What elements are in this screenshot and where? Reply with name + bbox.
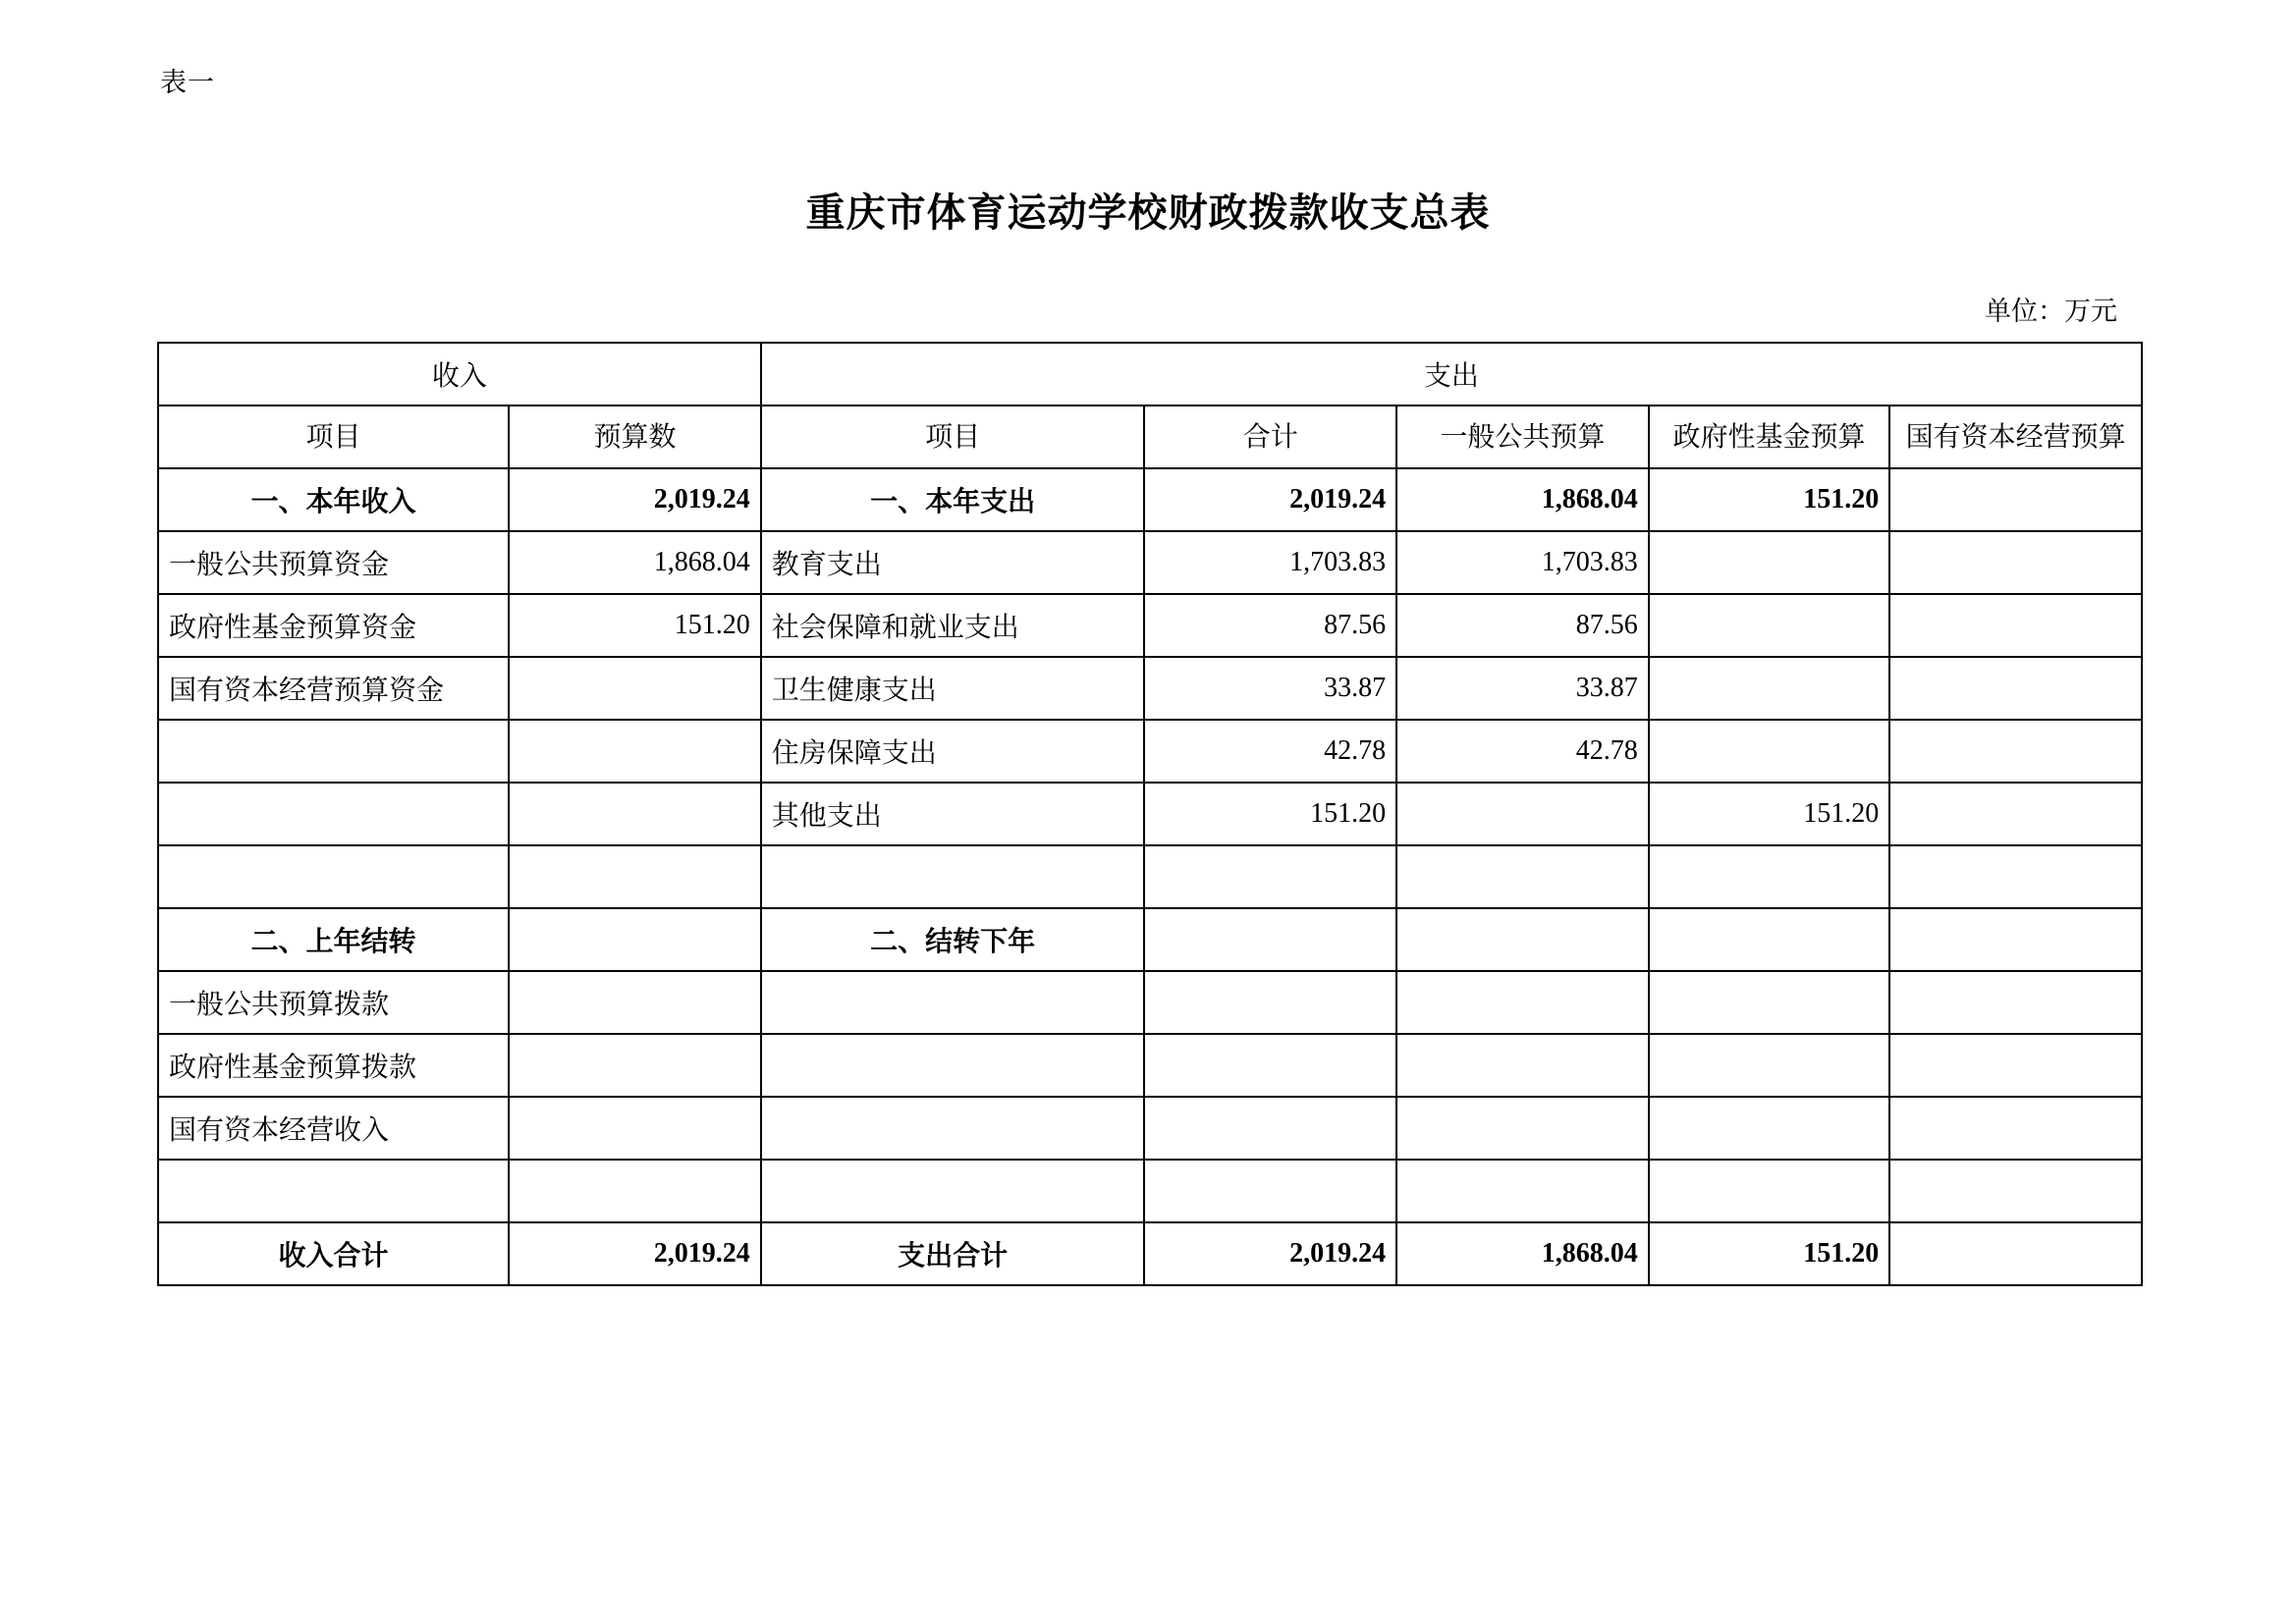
cell-general-public-budget (1396, 1160, 1649, 1222)
table-row (158, 720, 2142, 783)
cell-gov-fund-budget (1649, 594, 1890, 657)
table-row (158, 783, 2142, 845)
cell-expense-item: 一、本年支出 (761, 468, 1145, 531)
cell-expense-total (1144, 971, 1396, 1034)
cell-expense-total (1144, 845, 1396, 908)
table-row (158, 845, 2142, 908)
cell-state-capital-budget (1889, 1160, 2142, 1222)
cell-gov-fund-budget (1649, 971, 1890, 1034)
cell-expense-total (1144, 1097, 1396, 1160)
cell-expense-total: 42.78 (1144, 720, 1396, 783)
table-row (158, 908, 2142, 971)
table-column-header-row (158, 406, 2142, 468)
cell-income-budget (509, 720, 761, 783)
cell-income-item: 收入合计 (158, 1222, 509, 1285)
cell-income-item: 一般公共预算拨款 (158, 971, 509, 1034)
cell-gov-fund-budget (1649, 657, 1890, 720)
cell-state-capital-budget (1889, 531, 2142, 594)
cell-expense-item (761, 971, 1145, 1034)
cell-income-budget (509, 657, 761, 720)
cell-gov-fund-budget (1649, 908, 1890, 971)
cell-state-capital-budget (1889, 783, 2142, 845)
cell-income-budget: 2,019.24 (509, 1222, 761, 1285)
cell-general-public-budget: 33.87 (1396, 657, 1649, 720)
cell-gov-fund-budget: 151.20 (1649, 468, 1890, 531)
cell-general-public-budget (1396, 1034, 1649, 1097)
cell-expense-item (761, 1160, 1145, 1222)
cell-expense-item: 二、结转下年 (761, 908, 1145, 971)
unit-note: 单位：万元 (1985, 297, 2117, 326)
cell-general-public-budget: 42.78 (1396, 720, 1649, 783)
cell-expense-total (1144, 908, 1396, 971)
group-header-expenditure: 支出 (761, 343, 2142, 406)
cell-expense-total (1144, 1160, 1396, 1222)
cell-state-capital-budget (1889, 594, 2142, 657)
cell-income-item: 政府性基金预算资金 (158, 594, 509, 657)
cell-expense-total (1144, 1034, 1396, 1097)
cell-income-budget (509, 971, 761, 1034)
table-row (158, 1222, 2142, 1285)
colhead-gov-fund-budget: 政府性基金预算 (1649, 406, 1890, 468)
cell-expense-item (761, 1034, 1145, 1097)
cell-expense-item (761, 845, 1145, 908)
cell-expense-total: 2,019.24 (1144, 468, 1396, 531)
cell-state-capital-budget (1889, 845, 2142, 908)
cell-general-public-budget (1396, 783, 1649, 845)
cell-expense-total: 33.87 (1144, 657, 1396, 720)
sheet-label: 表一 (160, 68, 215, 97)
table-row (158, 1034, 2142, 1097)
table-row (158, 1160, 2142, 1222)
cell-income-item (158, 720, 509, 783)
cell-income-item: 国有资本经营预算资金 (158, 657, 509, 720)
cell-income-budget: 1,868.04 (509, 531, 761, 594)
cell-expense-item (761, 1097, 1145, 1160)
cell-income-item (158, 783, 509, 845)
cell-gov-fund-budget (1649, 531, 1890, 594)
cell-expense-total: 87.56 (1144, 594, 1396, 657)
cell-state-capital-budget (1889, 1222, 2142, 1285)
table-row (158, 468, 2142, 531)
cell-gov-fund-budget (1649, 845, 1890, 908)
cell-income-budget: 2,019.24 (509, 468, 761, 531)
cell-income-item: 一、本年收入 (158, 468, 509, 531)
cell-income-budget (509, 783, 761, 845)
colhead-state-capital-budget: 国有资本经营预算 (1889, 406, 2142, 468)
cell-income-budget (509, 1160, 761, 1222)
page-title: 重庆市体育运动学校财政拨款收支总表 (805, 190, 1491, 235)
cell-expense-total: 1,703.83 (1144, 531, 1396, 594)
cell-gov-fund-budget (1649, 720, 1890, 783)
table-row (158, 657, 2142, 720)
cell-gov-fund-budget: 151.20 (1649, 783, 1890, 845)
cell-gov-fund-budget: 151.20 (1649, 1222, 1890, 1285)
cell-state-capital-budget (1889, 720, 2142, 783)
cell-general-public-budget: 87.56 (1396, 594, 1649, 657)
colhead-income-budget: 预算数 (509, 406, 761, 468)
cell-income-item: 政府性基金预算拨款 (158, 1034, 509, 1097)
cell-income-item: 二、上年结转 (158, 908, 509, 971)
cell-income-item: 一般公共预算资金 (158, 531, 509, 594)
table-row (158, 1097, 2142, 1160)
table-group-header-row (158, 343, 2142, 406)
cell-income-item (158, 1160, 509, 1222)
cell-expense-total: 2,019.24 (1144, 1222, 1396, 1285)
cell-expense-item: 社会保障和就业支出 (761, 594, 1145, 657)
cell-expense-item: 其他支出 (761, 783, 1145, 845)
cell-income-budget (509, 1034, 761, 1097)
cell-general-public-budget (1396, 1097, 1649, 1160)
cell-general-public-budget: 1,868.04 (1396, 1222, 1649, 1285)
cell-income-budget: 151.20 (509, 594, 761, 657)
cell-general-public-budget (1396, 845, 1649, 908)
cell-income-budget (509, 908, 761, 971)
cell-income-budget (509, 1097, 761, 1160)
cell-gov-fund-budget (1649, 1097, 1890, 1160)
cell-gov-fund-budget (1649, 1034, 1890, 1097)
cell-general-public-budget (1396, 971, 1649, 1034)
cell-general-public-budget (1396, 908, 1649, 971)
cell-state-capital-budget (1889, 657, 2142, 720)
cell-expense-item: 卫生健康支出 (761, 657, 1145, 720)
table-row (158, 594, 2142, 657)
cell-expense-item: 住房保障支出 (761, 720, 1145, 783)
cell-expense-item: 教育支出 (761, 531, 1145, 594)
cell-general-public-budget: 1,868.04 (1396, 468, 1649, 531)
table-row (158, 971, 2142, 1034)
cell-income-item: 国有资本经营收入 (158, 1097, 509, 1160)
cell-expense-item: 支出合计 (761, 1222, 1145, 1285)
cell-state-capital-budget (1889, 1097, 2142, 1160)
cell-state-capital-budget (1889, 971, 2142, 1034)
cell-state-capital-budget (1889, 908, 2142, 971)
cell-gov-fund-budget (1649, 1160, 1890, 1222)
cell-income-item (158, 845, 509, 908)
cell-state-capital-budget (1889, 468, 2142, 531)
budget-table-container (157, 342, 2143, 1286)
colhead-general-public-budget: 一般公共预算 (1396, 406, 1649, 468)
table-row (158, 531, 2142, 594)
cell-general-public-budget: 1,703.83 (1396, 531, 1649, 594)
cell-state-capital-budget (1889, 1034, 2142, 1097)
group-header-income: 收入 (158, 343, 761, 406)
cell-income-budget (509, 845, 761, 908)
colhead-expense-item: 项目 (761, 406, 1145, 468)
colhead-expense-total: 合计 (1144, 406, 1396, 468)
colhead-income-item: 项目 (158, 406, 509, 468)
budget-table (157, 342, 2143, 1286)
cell-expense-total: 151.20 (1144, 783, 1396, 845)
